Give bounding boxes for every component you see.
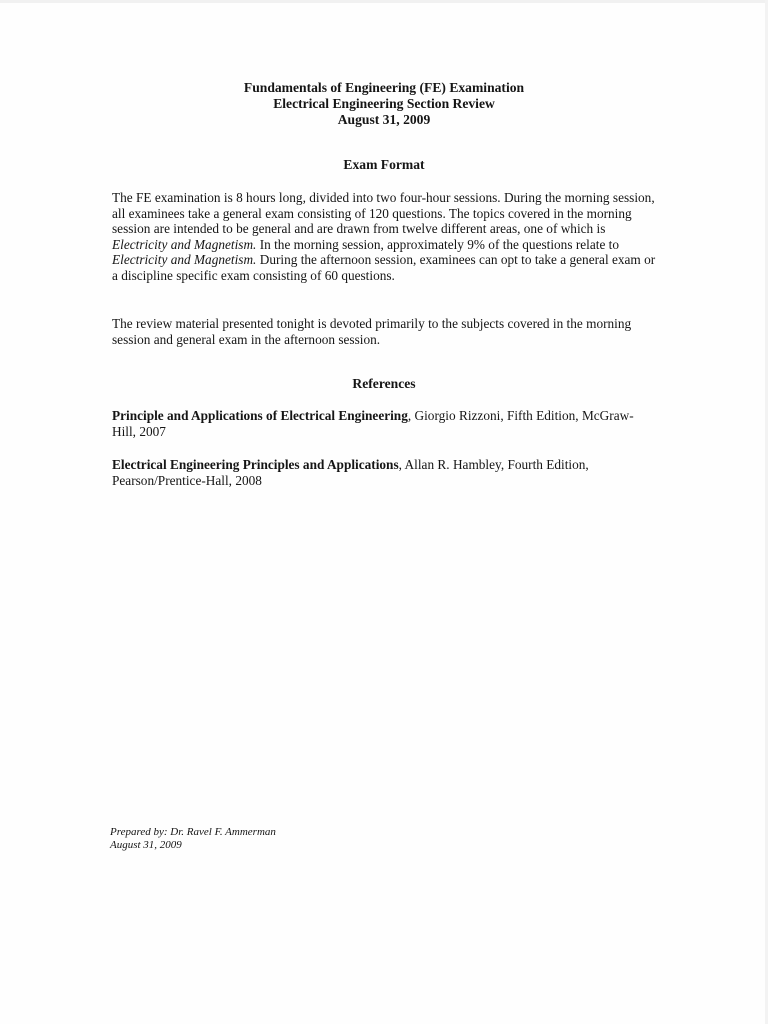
reference-title: Electrical Engineering Principles and Applications [112,457,399,472]
references-heading: References [352,376,416,391]
page-edge-top [0,0,768,3]
prepared-by-line: Prepared by: Dr. Ravel F. Ammerman [110,826,276,838]
reference-details: , Allan R. Hambley, Fourth Edition, Pearson/Prentice-Hall, 2008 [112,457,589,488]
prepared-date-line: August 31, 2009 [110,839,182,851]
review-material-paragraph: The review material presented tonight is devoted primarily to the subjects covered in the morning session and general exam in the afternoon session. [112,316,632,347]
exam-format-heading: Exam Format [343,157,425,172]
exam-format-paragraph [112,190,657,283]
document-header [0,80,768,128]
exam-format-text-3: During the afternoon session, examinees can opt to take a general exam or a discipline specific exam consisting of 60 questions. [112,252,656,283]
document-date: August 31, 2009 [337,112,431,127]
reference-title: Principle and Applications of Electrical Engineering [112,408,408,423]
exam-format-text-1: The FE examination is 8 hours long, divided into two four-hour sessions. During the morning session, all examinees take a general exam consisting of 120 questions. The topics covered in the morning session are intended to be general and are drawn from twelve different areas, one of which is [112,190,655,236]
reference-item [112,457,657,488]
exam-format-emphasis-1: Electricity and Magnetism. [112,236,257,252]
reference-details: , Giorgio Rizzoni, Fifth Edition, McGraw-Hill, 2007 [112,408,634,439]
exam-format-text-2: In the morning session, approximately 9% of the questions relate to [256,236,620,252]
exam-format-emphasis-2: Electricity and Magnetism. [112,252,257,267]
document-subtitle: Electrical Engineering Section Review [273,96,495,111]
document-title: Fundamentals of Engineering (FE) Examination [243,80,525,95]
reference-item [112,408,657,439]
prepared-by-footer [110,826,276,852]
